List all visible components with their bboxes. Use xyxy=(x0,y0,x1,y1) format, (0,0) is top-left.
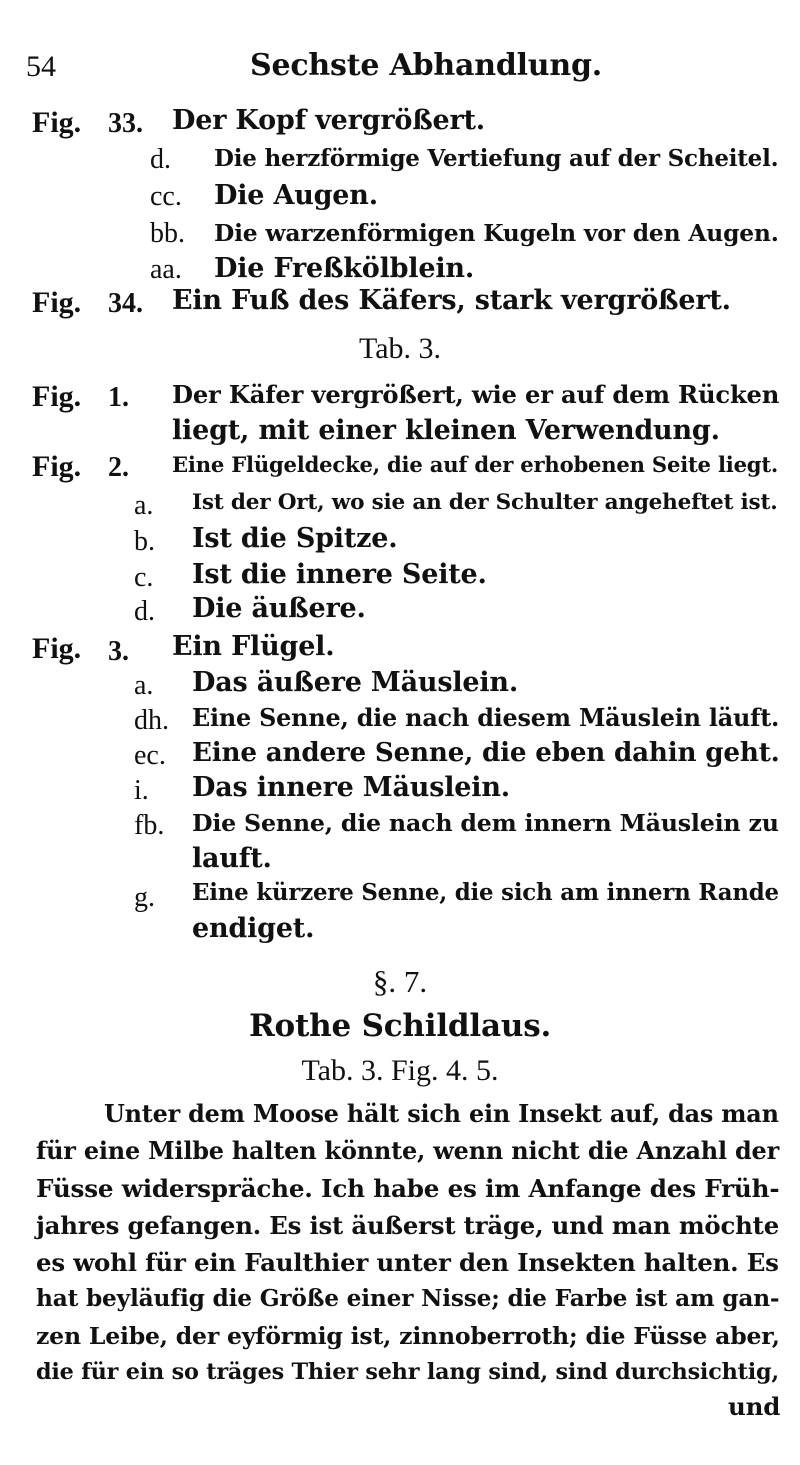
item-letter: c. xyxy=(134,562,154,593)
item-text-line: Die Senne, die nach dem innern Mäuslein zu xyxy=(192,809,779,837)
item-letter: bb. xyxy=(150,218,185,249)
figure-entry xyxy=(32,286,81,321)
fig-caption: Ein Flügel. xyxy=(172,631,335,662)
item-text: Ist die Spitze. xyxy=(192,523,398,554)
fig-label: Fig. xyxy=(32,632,82,665)
fig-number: 34. xyxy=(108,288,143,319)
catchword: und xyxy=(728,1392,781,1421)
paragraph-line: Unter dem Moose hält sich ein Insekt auf, das man xyxy=(104,1100,779,1128)
figure-entry xyxy=(32,106,81,141)
item-letter: aa. xyxy=(150,254,182,285)
fig-caption: Ein Fuß des Käfers, stark vergrößert. xyxy=(172,285,731,316)
item-text: Die herzförmige Vertiefung auf der Scheitel. xyxy=(214,145,779,172)
fig-number: 33. xyxy=(108,108,143,139)
fig-caption: Eine Flügeldecke, die auf der erhobenen Seite liegt. xyxy=(172,452,779,477)
section-reference: Tab. 3. Fig. 4. 5. xyxy=(301,1054,499,1087)
item-text: Die warzenförmigen Kugeln vor den Augen. xyxy=(214,219,779,247)
item-letter: g. xyxy=(134,882,155,913)
fig-label: Fig. xyxy=(32,286,82,319)
paragraph-line: Füsse widerspräche. Ich habe es im Anfange des Früh- xyxy=(36,1174,780,1203)
item-letter: d. xyxy=(150,144,171,175)
item-letter: cc. xyxy=(150,181,182,212)
item-text: Das innere Mäuslein. xyxy=(192,772,510,803)
figure-entry xyxy=(32,450,81,485)
fig-label: Fig. xyxy=(32,106,82,139)
running-title: Sechste Abhandlung. xyxy=(250,48,603,83)
item-letter: a. xyxy=(134,670,154,701)
fig-number: 2. xyxy=(108,452,129,483)
item-text-line: endiget. xyxy=(192,913,315,944)
paragraph-line: hat beyläufig die Größe einer Nisse; die Farbe ist am gan- xyxy=(36,1285,780,1312)
tab-heading: Tab. 3. xyxy=(358,332,442,365)
item-letter: b. xyxy=(134,526,155,557)
paragraph-line: die für ein so träges Thier sehr lang sind, sind durchsichtig, xyxy=(36,1359,779,1385)
item-text-line: lauft. xyxy=(192,843,272,874)
fig-caption-line: Der Käfer vergrößert, wie er auf dem Rücken xyxy=(172,380,780,409)
item-text: Ist der Ort, wo sie an der Schulter angeheftet ist. xyxy=(192,490,778,515)
item-text: Ist die innere Seite. xyxy=(192,559,487,590)
item-text: Die äußere. xyxy=(192,593,366,624)
fig-label: Fig. xyxy=(32,380,82,413)
section-number: §. 7. xyxy=(372,964,428,999)
page-number: 54 xyxy=(26,50,56,83)
item-text: Das äußere Mäuslein. xyxy=(192,667,519,698)
paragraph-line: es wohl für ein Faulthier unter den Insekten halten. Es xyxy=(36,1248,779,1277)
item-letter: i. xyxy=(134,775,149,806)
item-text: Die Augen. xyxy=(214,180,378,211)
fig-number: 1. xyxy=(108,382,129,413)
figure-entry xyxy=(32,632,81,667)
figure-entry xyxy=(32,380,81,415)
item-letter: dh. xyxy=(134,705,169,736)
item-text: Eine Senne, die nach diesem Mäuslein läuft. xyxy=(192,704,780,732)
item-letter: fb. xyxy=(134,810,165,841)
item-text-line: Eine kürzere Senne, die sich am innern Rande xyxy=(192,880,779,906)
fig-caption: Der Kopf vergrößert. xyxy=(172,105,485,136)
item-letter: ec. xyxy=(134,740,166,771)
paragraph-line: für eine Milbe halten könnte, wenn nicht die Anzahl der xyxy=(36,1137,779,1165)
fig-caption-line: liegt, mit einer kleinen Verwendung. xyxy=(172,415,720,446)
item-text: Eine andere Senne, die eben dahin geht. xyxy=(192,737,780,768)
paragraph-line: jahres gefangen. Es ist äußerst träge, und man möchte xyxy=(36,1211,780,1240)
item-letter: a. xyxy=(134,490,154,521)
section-title: Rothe Schildlaus. xyxy=(248,1008,552,1044)
paragraph-line: zen Leibe, der eyförmig ist, zinnoberroth; die Füsse aber, xyxy=(36,1322,780,1350)
item-text: Die Freßkölblein. xyxy=(214,253,475,284)
fig-number: 3. xyxy=(108,636,129,667)
fig-label: Fig. xyxy=(32,450,82,483)
item-letter: d. xyxy=(134,596,155,627)
